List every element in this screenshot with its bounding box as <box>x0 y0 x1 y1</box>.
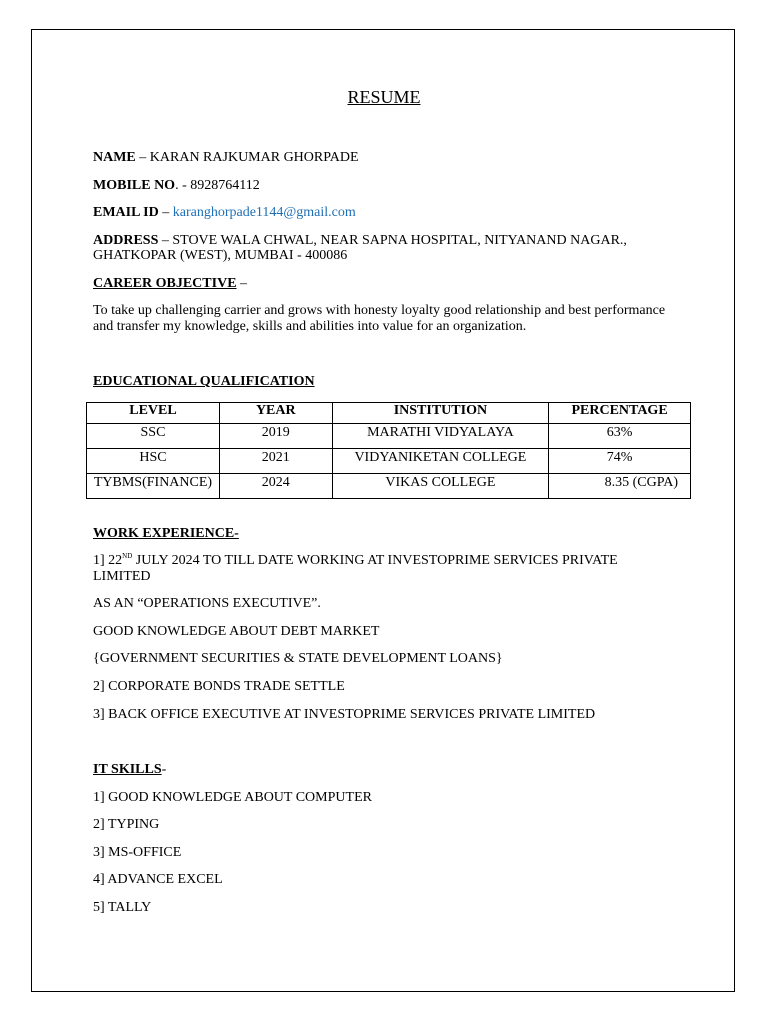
education-heading: EDUCATIONAL QUALIFICATION <box>93 374 315 389</box>
work-heading: WORK EXPERIENCE- <box>93 526 239 541</box>
work-item-1 <box>93 553 674 569</box>
table-row <box>87 449 691 474</box>
cell-level: HSC <box>87 449 220 474</box>
work-item-3: 3] BACK OFFICE EXECUTIVE AT INVESTOPRIME SERVICES PRIVATE LIMITED <box>93 707 596 722</box>
skill-item: 3] MS-OFFICE <box>93 845 182 860</box>
cell-percentage: 74% <box>549 449 691 474</box>
email-label: EMAIL ID <box>93 205 159 220</box>
address-label: ADDRESS <box>93 233 159 248</box>
mobile-label: MOBILE NO <box>93 178 176 193</box>
work-item-1-line-2: LIMITED <box>93 569 151 584</box>
skill-item: 5] TALLY <box>93 900 152 915</box>
skills-heading-suffix: - <box>161 762 167 777</box>
name-sep: – <box>135 150 150 165</box>
mobile-sep: . - <box>175 178 191 193</box>
resume-title: RESUME <box>347 87 421 107</box>
table-row <box>87 424 691 449</box>
address-sep: – <box>158 233 173 248</box>
column-header-level: LEVEL <box>87 403 220 424</box>
cell-year: 2024 <box>219 474 332 499</box>
cell-institution: VIDYANIKETAN COLLEGE <box>332 449 549 474</box>
column-header-percentage: PERCENTAGE <box>549 403 691 424</box>
career-text-1: To take up challenging carrier and grows with honesty loyalty good relationship and best performance <box>93 303 666 318</box>
name-value: KARAN RAJKUMAR GHORPADE <box>149 150 359 165</box>
cell-year: 2019 <box>219 424 332 449</box>
skills-heading: IT SKILLS <box>93 762 162 777</box>
work-knowledge: GOOD KNOWLEDGE ABOUT DEBT MARKET <box>93 624 380 639</box>
cell-percentage: 63% <box>549 424 691 449</box>
skills-heading-line <box>93 762 674 778</box>
mobile-line <box>93 178 674 194</box>
name-label: NAME <box>93 150 136 165</box>
education-header-row <box>87 403 691 424</box>
skill-item: 2] TYPING <box>93 817 160 832</box>
email-line <box>93 205 674 221</box>
career-heading-suffix: – <box>236 276 248 291</box>
column-header-year: YEAR <box>219 403 332 424</box>
email-sep: – <box>158 205 173 220</box>
name-line <box>93 150 674 166</box>
work-securities: {GOVERNMENT SECURITIES & STATE DEVELOPMENT LOANS} <box>93 651 503 666</box>
cell-level: TYBMS(FINANCE) <box>87 474 220 499</box>
education-table <box>86 402 691 499</box>
work-item-1-prefix: 1] 22 <box>93 553 123 568</box>
address-line-1 <box>93 233 674 249</box>
work-item-1-superscript: ND <box>122 552 133 560</box>
career-text-2: and transfer my knowledge, skills and abilities into value for an organization. <box>93 319 527 334</box>
address-line-2: GHATKOPAR (WEST), MUMBAI - 400086 <box>93 248 348 263</box>
email-link[interactable]: karanghorpade1144@gmail.com <box>172 205 356 220</box>
work-role: AS AN “OPERATIONS EXECUTIVE”. <box>93 596 321 611</box>
table-row <box>87 474 691 499</box>
work-item-2: 2] CORPORATE BONDS TRADE SETTLE <box>93 679 345 694</box>
column-header-institution: INSTITUTION <box>332 403 549 424</box>
work-item-1-text: JULY 2024 TO TILL DATE WORKING AT INVESTOPRIME SERVICES PRIVATE <box>132 553 618 568</box>
cell-percentage: 8.35 (CGPA) <box>549 474 691 499</box>
cell-institution: MARATHI VIDYALAYA <box>332 424 549 449</box>
career-heading-line <box>93 276 674 292</box>
mobile-value: 8928764112 <box>190 178 260 193</box>
address-value-1: STOVE WALA CHWAL, NEAR SAPNA HOSPITAL, NITYANAND NAGAR., <box>172 233 627 248</box>
cell-year: 2021 <box>219 449 332 474</box>
career-heading: CAREER OBJECTIVE <box>93 276 237 291</box>
cell-level: SSC <box>87 424 220 449</box>
skill-item: 1] GOOD KNOWLEDGE ABOUT COMPUTER <box>93 790 372 805</box>
cell-institution: VIKAS COLLEGE <box>332 474 549 499</box>
skill-item: 4] ADVANCE EXCEL <box>93 872 223 887</box>
